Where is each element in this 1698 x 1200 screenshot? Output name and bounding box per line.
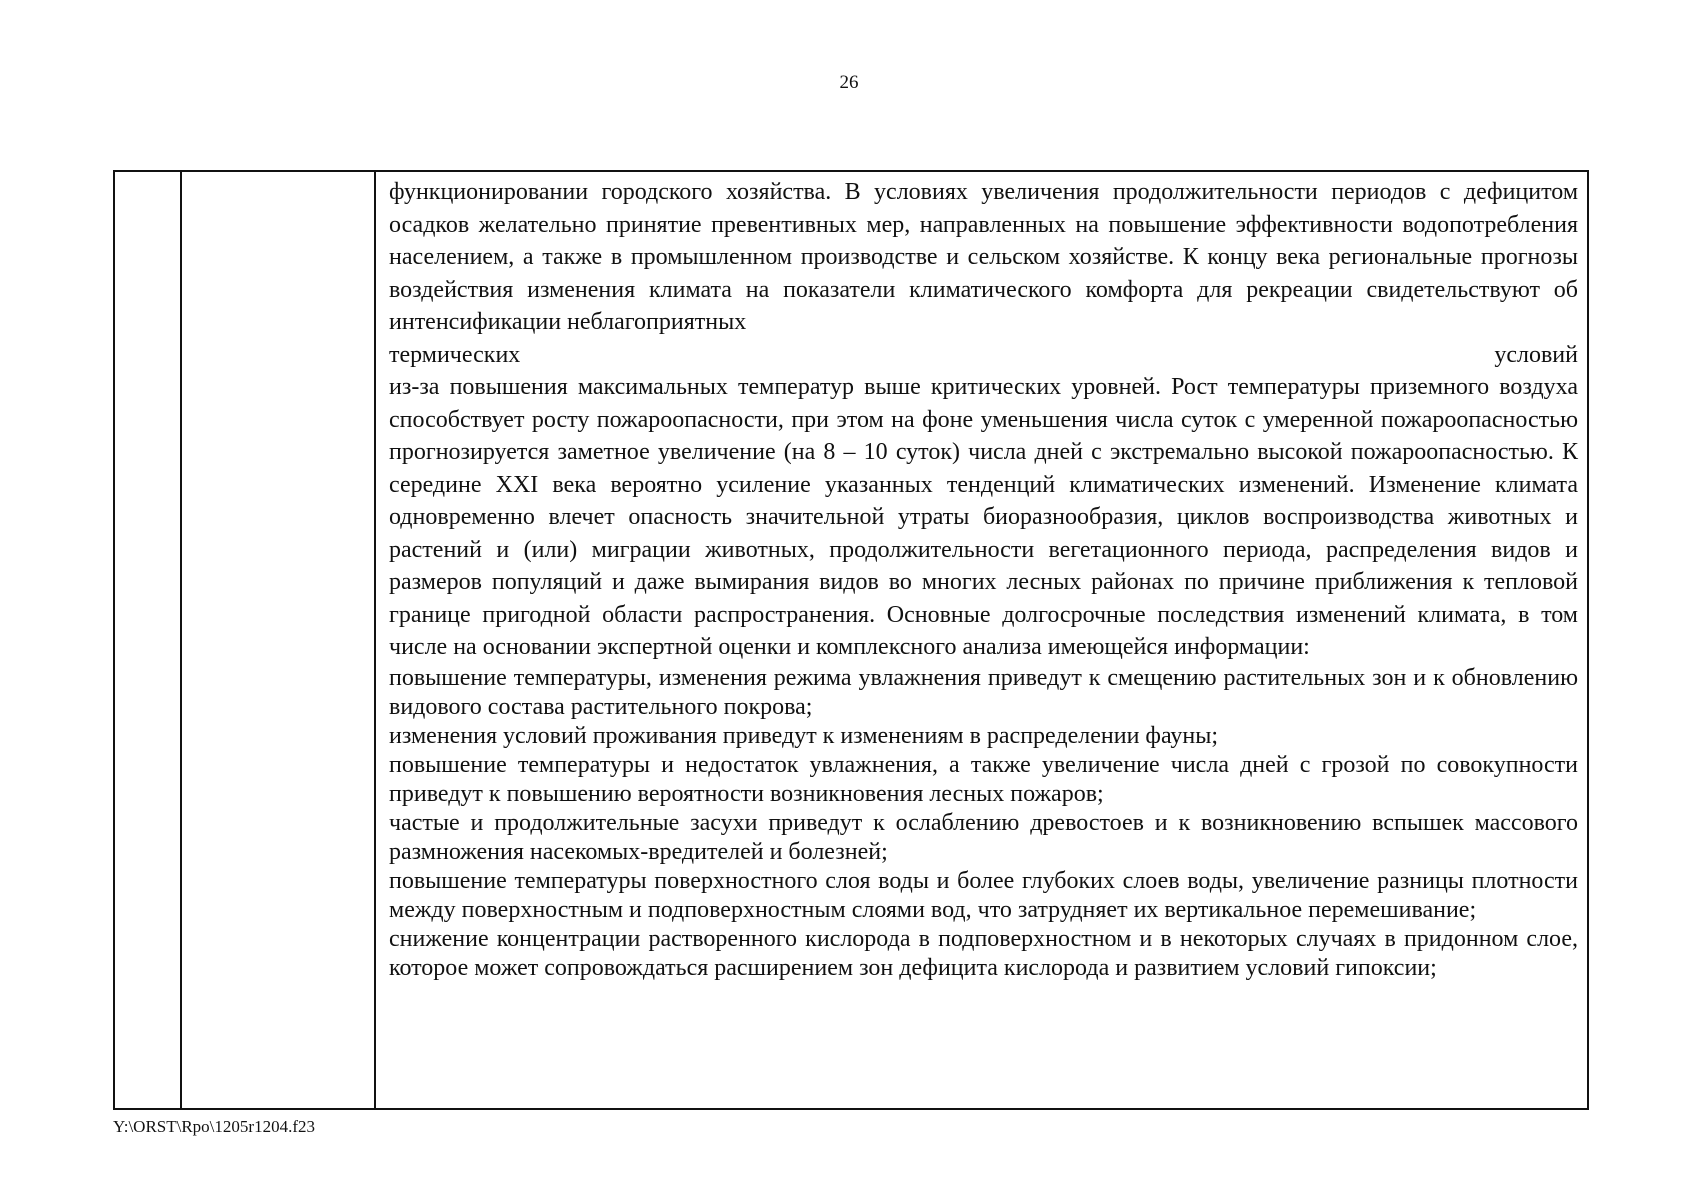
text-paragraph: из-за повышения максимальных температур выше критических уровней. Рост температуры приземного воздуха способствует росту пожароопасности, при этом на фоне уменьшения числа суток с умеренной пожароопасностью прогнозируется заметное увеличение (на 8 – 10 суток) числа дней с экстремально высокой пожароопасностью. К середине XXI века вероятно усиление указанных тенденций климатических изменений. Изменение климата одновременно влечет опасность значительной утраты биоразнообразия, циклов воспроизводства животных и растений и (или) миграции животных, продолжительности вегетационного периода, распределения видов и размеров популяций и даже вымирания видов во многих лесных районах по причине приближения к тепловой границе пригодной области распространения. Основные долгосрочные последствия изменений климата, в том числе на основании экспертной оценки и комплексного анализа имеющейся информации: (389, 374, 1578, 660)
list-item: повышение температуры и недостаток увлажнения, а также увеличение числа дней с грозой по совокупности приведут к повышению вероятности возникновения лесных пожаров; (389, 751, 1578, 807)
table-column-section (182, 172, 376, 1108)
list-item: изменения условий проживания приведут к изменениям в распределении фауны; (389, 722, 1219, 749)
footer-file-path: Y:\ORST\Rpo\1205r1204.f23 (113, 1117, 315, 1136)
table-column-text (376, 172, 1587, 1108)
text-paragraph: функционировании городского хозяйства. В условиях увеличения продолжительности периодов с дефицитом осадков желательно принятие превентивных мер, направленных на повышение эффективности водопотребления населением, а также в промышленном производстве и сельском хозяйстве. К концу века региональные прогнозы воздействия изменения климата на показатели климатического комфорта для рекреации свидетельствуют об интенсификации неблагоприятных (389, 179, 1578, 335)
list-item: повышение температуры поверхностного слоя воды и более глубоких слоев воды, увеличение разницы плотности между поверхностным и подповерхностным слоями вод, что затрудняет их вертикальное перемешивание; (389, 867, 1578, 923)
text-paragraph: термических условий (389, 341, 1578, 368)
page-number: 26 (839, 72, 859, 93)
list-item: снижение концентрации растворенного кислорода в подповерхностном и в некоторых случаях в придонном слое, которое может сопровождаться расширением зон дефицита кислорода и развитием условий гипоксии; (389, 925, 1578, 981)
table-column-number (115, 172, 182, 1108)
document-table (113, 170, 1589, 1110)
list-item: повышение температуры, изменения режима увлажнения приведут к смещению растительных зон и к обновлению видового состава растительного покрова; (389, 664, 1578, 720)
list-item: частые и продолжительные засухи приведут к ослаблению древостоев и к возникновению вспышек массового размножения насекомых-вредителей и болезней; (389, 809, 1578, 865)
